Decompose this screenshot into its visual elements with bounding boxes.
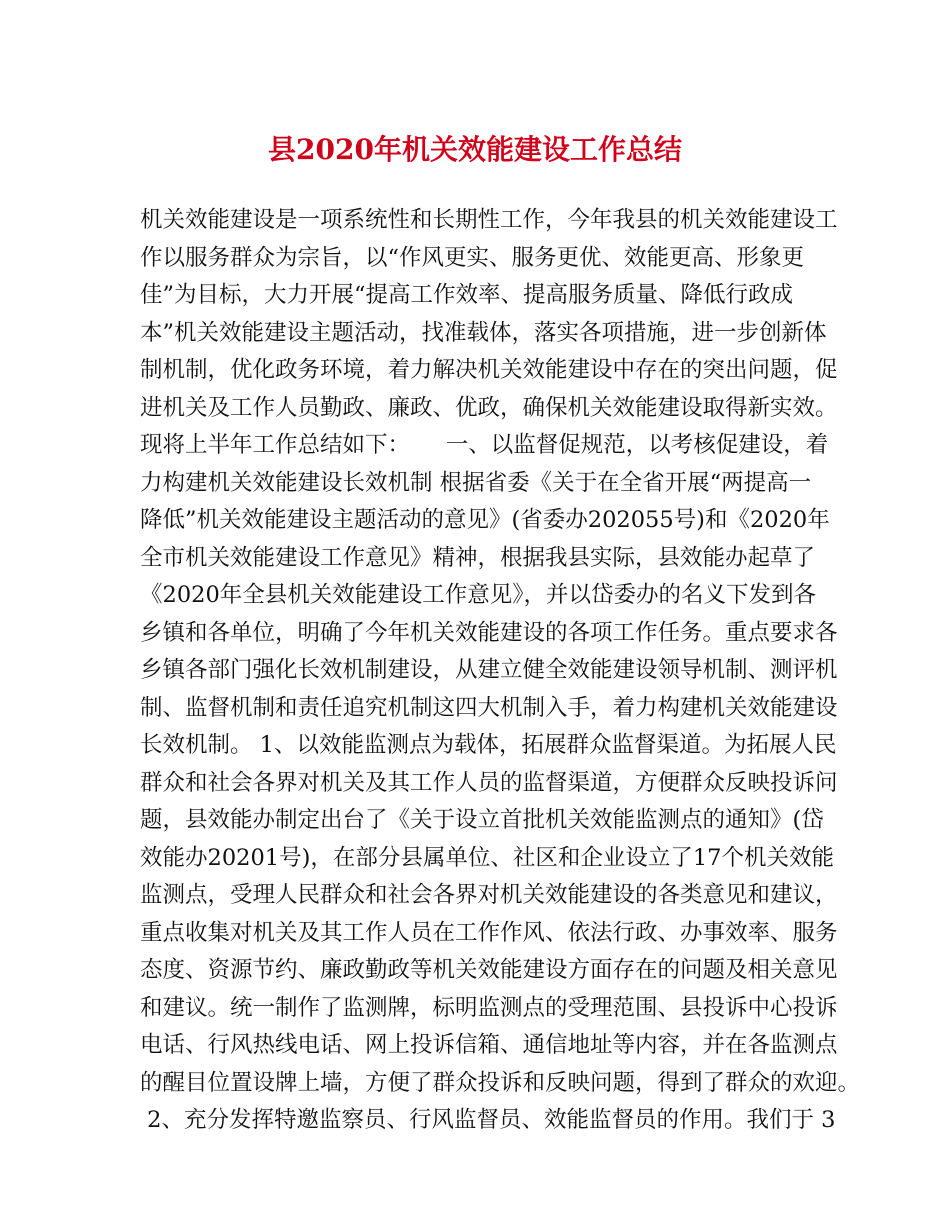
body-line: 全市机关效能建设工作意见》精神，根据我县实际，县效能办起草了 [140, 544, 816, 571]
body-line: 机关效能建设是一项系统性和长期性工作，今年我县的机关效能建设工 [140, 207, 838, 233]
body-line: 作以服务群众为宗旨，以“作风更实、服务更优、效能更高、形象更 [140, 244, 805, 271]
document-title: 县2020年机关效能建设工作总结 [268, 133, 682, 166]
body-line: 和建议。统一制作了监测牌，标明监测点的受理范围、县投诉中心投诉 [140, 994, 838, 1021]
body-line: 长效机制。 1、以效能监测点为载体，拓展群众监督渠道。为拓展人民 [140, 732, 837, 758]
body-line: 制机制，优化政务环境，着力解决机关效能建设中存在的突出问题，促 [140, 357, 838, 383]
body-line: 现将上半年工作总结如下： 一、以监督促规范，以考核促建设，着 [140, 432, 829, 458]
body-line: 力构建机关效能建设长效机制 根据省委《关于在全省开展“两提高一 [140, 469, 812, 496]
body-line: 制、监督机制和责任追究机制这四大机制入手，着力构建机关效能建设 [140, 694, 838, 721]
body-line: 效能办20201号)，在部分县属单位、社区和企业设立了17个机关效能 [140, 844, 834, 871]
body-line: 态度、资源节约、廉政勤政等机关效能建设方面存在的问题及相关意见 [140, 957, 838, 983]
body-line: 的醒目位置设牌上墙，方便了群众投诉和反映问题，得到了群众的欢迎。 [140, 1069, 861, 1096]
body-line: 监测点，受理人民群众和社会各界对机关效能建设的各类意见和建议， [140, 882, 838, 908]
body-line: 电话、行风热线电话、网上投诉信箱、通信地址等内容，并在各监测点 [140, 1032, 838, 1058]
body-line: 降低”机关效能建设主题活动的意见》(省委办202055号)和《2020年 [140, 507, 830, 533]
body-line: 重点收集对机关及其工作人员在工作作风、依法行政、办事效率、服务 [140, 919, 838, 946]
body-line: 乡镇各部门强化长效机制建设，从建立健全效能建设领导机制、测评机 [140, 657, 838, 683]
body-line: 进机关及工作人员勤政、廉政、优政，确保机关效能建设取得新实效。 [140, 394, 838, 421]
body-line: 《2020年全县机关效能建设工作意见》，并以岱委办的名义下发到各 [140, 582, 817, 608]
body-line: 乡镇和各单位，明确了今年机关效能建设的各项工作任务。重点要求各 [140, 619, 838, 646]
body-line: 2、充分发挥特邀监察员、行风监督员、效能监督员的作用。我们于 3 [140, 1107, 836, 1133]
body-line: 群众和社会各界对机关及其工作人员的监督渠道，方便群众反映投诉问 [140, 769, 838, 796]
body-line: 佳”为目标，大力开展“提高工作效率、提高服务质量、降低行政成 [140, 282, 794, 308]
body-line: 题，县效能办制定出台了《关于设立首批机关效能监测点的通知》(岱 [140, 807, 824, 833]
body-line: 本”机关效能建设主题活动，找准载体，落实各项措施，进一步创新体 [140, 319, 827, 346]
